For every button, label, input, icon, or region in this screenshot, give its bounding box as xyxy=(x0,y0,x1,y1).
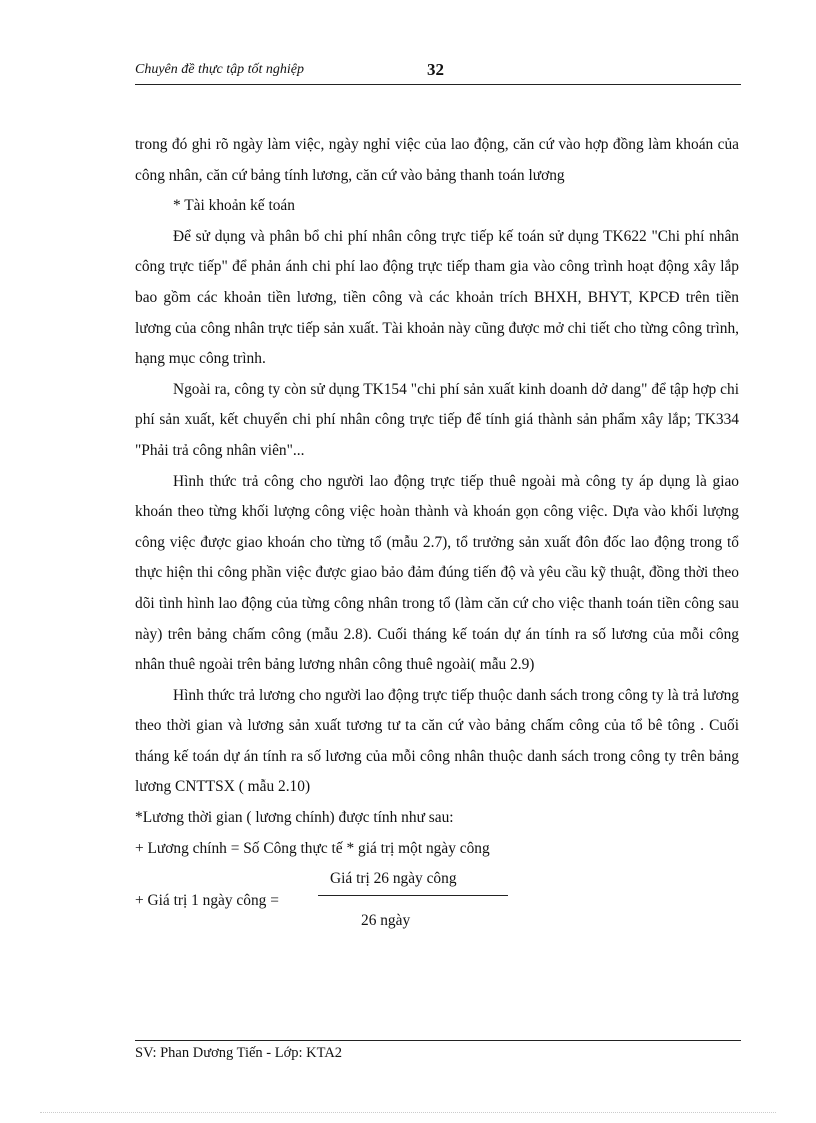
paragraph: *Lương thời gian ( lương chính) được tính như sau: xyxy=(135,809,454,827)
formula xyxy=(135,864,739,940)
formula-numerator: Giá trị 26 ngày công xyxy=(330,870,457,888)
paragraph: Để sử dụng và phân bổ chi phí nhân công trực tiếp kế toán sử dụng TK622 "Chi phí nhân công trực tiếp" để phản ánh chi phí lao động trực tiếp tham gia vào công trình hoạt động xây lắp bao gồm các khoản tiền lương, tiền công và các khoản trích BHXH, BHYT, KPCĐ trên tiền lương của công nhân trực tiếp sản xuất. Tài khoản này cũng được mở chi tiết cho từng công trình, hạng mục công trình. xyxy=(135,227,739,368)
section-heading: * Tài khoản kế toán xyxy=(173,197,295,215)
page-footer xyxy=(135,1040,741,1061)
fraction-bar xyxy=(318,895,508,896)
paragraph: + Lương chính = Số Công thực tế * giá trị một ngày công xyxy=(135,839,490,857)
page-body xyxy=(135,130,739,940)
paragraph: Ngoài ra, công ty còn sử dụng TK154 "chi phí sản xuất kinh doanh dở dang" để tập hợp chi phí sản xuất, kết chuyển chi phí nhân công trực tiếp để tính giá thành sản phẩm xây lắp; TK334 "Phải trả công nhân viên"... xyxy=(135,380,739,459)
page-number: 32 xyxy=(427,60,444,79)
page-bottom-border xyxy=(40,1112,776,1113)
page-header xyxy=(135,60,741,85)
footer-text: SV: Phan Dương Tiến - Lớp: KTA2 xyxy=(135,1045,343,1061)
formula-left: + Giá trị 1 ngày công = xyxy=(135,892,279,910)
paragraph: trong đó ghi rõ ngày làm việc, ngày nghỉ việc của lao động, căn cứ vào hợp đồng làm khoán của công nhân, căn cứ bảng tính lương, căn cứ vào bảng thanh toán lương xyxy=(135,136,739,184)
header-title: Chuyên đề thực tập tốt nghiệp xyxy=(135,62,304,77)
formula-denominator: 26 ngày xyxy=(361,912,411,930)
paragraph: Hình thức trả lương cho người lao động trực tiếp thuộc danh sách trong công ty là trả lương theo thời gian và lương sản xuất tương tư ta căn cứ vào bảng chấm công của tổ bê tông . Cuối tháng kế toán dự án tính ra số lương của mỗi công nhân thuộc danh sách trong công ty trên bảng lương CNTTSX ( mẫu 2.10) xyxy=(135,686,739,796)
paragraph: Hình thức trả công cho người lao động trực tiếp thuê ngoài mà công ty áp dụng là giao khoán theo từng khối lượng công việc hoàn thành và khoán gọn công việc. Dựa vào khối lượng công việc được giao khoán cho từng tổ (mẫu 2.7), tổ trưởng sản xuất đôn đốc lao động trong tổ thực hiện thi công phần việc được giao bảo đảm đúng tiến độ và yêu cầu kỹ thuật, đồng thời theo dõi tình hình lao động của từng công nhân trong tổ (làm căn cứ cho việc thanh toán tiền công sau này) trên bảng chấm công (mẫu 2.8). Cuối tháng kế toán dự án tính ra số lương của mỗi công nhân thuê ngoài trên bảng lương nhân công thuê ngoài( mẫu 2.9) xyxy=(135,472,739,674)
